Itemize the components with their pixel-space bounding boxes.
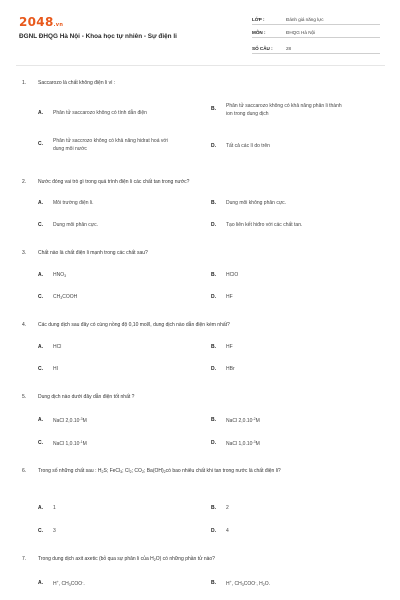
option-text: Dung môi phân cực. <box>53 222 99 228</box>
option-letter: A. <box>38 580 43 586</box>
question-2 <box>22 179 189 185</box>
question-1 <box>22 80 115 86</box>
meta-mon-label: MÔN : <box>252 30 266 35</box>
meta-lop <box>252 15 380 25</box>
option-letter: D. <box>211 143 216 149</box>
option-text: 3 <box>53 528 56 534</box>
option-letter: D. <box>211 440 216 446</box>
option-text: $HNO_3$ <box>53 272 67 278</box>
option-text: HCl <box>53 344 62 350</box>
option-text: HF <box>226 344 233 350</box>
question-number: 7. <box>22 556 27 562</box>
option-text: Tất cả các lí do trên <box>226 143 270 149</box>
option-letter: C. <box>38 528 43 534</box>
option-letter: A. <box>38 110 43 116</box>
option-text: NaCl $2,0.10^{-3}M$ <box>53 417 87 424</box>
meta-mon-value: ĐHQG Hà Nội <box>286 30 316 35</box>
option-text: Phân tử saccarozo không có tính dẫn điện <box>53 110 147 116</box>
question-text: Trong số những chất sau : $H_2S$; FeCl$_3$; $Cl_2$; $CO_2$; $Ba(OH)_2có$ bao nhiêu chất khi tan trong nước là chất điện li? <box>38 468 281 474</box>
option-letter: A. <box>38 272 43 278</box>
option-text: HF <box>226 294 233 300</box>
option-text: 1 <box>53 505 56 511</box>
option-text: Phân tử saccarozo không có khả năng phân li thành ion trong dung dịch <box>226 103 342 117</box>
option-letter: A. <box>38 200 43 206</box>
option-text: NaCl $2,0.10^{-2}M$ <box>226 417 260 424</box>
question-7 <box>22 556 215 562</box>
option-text: H+, $CH_3COO^-$. <box>53 580 85 587</box>
question-number: 5. <box>22 394 27 400</box>
option-text: NaCl $1,0.10^{-3}M$ <box>226 440 260 447</box>
option-letter: D. <box>211 366 216 372</box>
question-number: 2. <box>22 179 27 185</box>
option-text: $CH_3COOH$ <box>53 294 78 300</box>
option-letter: C. <box>38 141 43 147</box>
site-logo[interactable] <box>19 15 63 29</box>
option-text: Dung môi không phân cực. <box>226 200 287 206</box>
option-text: HBr <box>226 366 235 372</box>
question-3 <box>22 250 148 256</box>
logo-text: 2048 <box>19 15 54 29</box>
question-number: 4. <box>22 322 27 328</box>
meta-mon <box>252 28 380 38</box>
option-letter: C. <box>38 366 43 372</box>
option-text: 2 <box>226 505 229 511</box>
option-letter: A. <box>38 344 43 350</box>
question-text: Nước đóng vai trò gì trong quá trình điện li các chất tan trong nước? <box>38 179 190 185</box>
question-number: 1. <box>22 80 27 86</box>
question-text: Trong dung dịch axit axetic (bỏ qua sự phân li của $H_2O$) có những phần tử nào? <box>38 556 215 562</box>
option-letter: D. <box>211 222 216 228</box>
option-letter: B. <box>211 580 216 586</box>
question-number: 6. <box>22 468 27 474</box>
option-text: Tạo liên kết hiđro với các chất tan. <box>226 222 303 228</box>
meta-lop-value: Đánh giá năng lực <box>286 17 324 22</box>
option-letter: D. <box>211 528 216 534</box>
meta-socau <box>252 44 380 54</box>
meta-socau-value: 28 <box>286 46 292 51</box>
header-divider <box>16 65 385 66</box>
option-text: HI <box>53 366 58 372</box>
option-letter: B. <box>211 417 216 423</box>
question-5 <box>22 394 134 400</box>
meta-socau-label: SỐ CÂU : <box>252 46 273 51</box>
option-text: H+, $CH_3COO^-$, $H_2O$. <box>226 580 270 587</box>
question-6 <box>22 467 377 477</box>
logo-suffix: .vn <box>53 22 64 28</box>
question-4 <box>22 322 230 328</box>
question-text: Dung dịch nào dưới đây dẫn điện tốt nhất ? <box>38 394 135 400</box>
option-letter: A. <box>38 417 43 423</box>
option-letter: D. <box>211 294 216 300</box>
option-text: Phân tử saccrozo không có khả năng hidrat hoá với dung môi nước <box>53 138 168 152</box>
option-text: HClO <box>226 272 239 278</box>
option-letter: C. <box>38 222 43 228</box>
question-text: Chất nào là chất điện li mạnh trong các chất sau? <box>38 250 148 256</box>
option-text: NaCl $1,0.10^{-1}M$ <box>53 440 87 447</box>
question-text: Saccarozo là chất không điện li vì : <box>38 80 116 86</box>
meta-lop-label: LỚP : <box>252 17 265 22</box>
option-letter: B. <box>211 200 216 206</box>
question-text: Các dung dịch sau đây có cùng nồng độ 0,10 mol/l, dung dịch nào dẫn điện kém nhất? <box>38 322 230 328</box>
option-letter: C. <box>38 440 43 446</box>
option-text: Môi trường điện li. <box>53 200 94 206</box>
option-letter: A. <box>38 505 43 511</box>
option-letter: B. <box>211 344 216 350</box>
option-letter: B. <box>211 106 216 112</box>
option-letter: C. <box>38 294 43 300</box>
option-letter: B. <box>211 272 216 278</box>
option-letter: B. <box>211 505 216 511</box>
question-number: 3. <box>22 250 27 256</box>
page-title: ĐGNL ĐHQG Hà Nội - Khoa học tự nhiên - Sự điện li <box>19 33 177 40</box>
option-text: 4 <box>226 528 229 534</box>
